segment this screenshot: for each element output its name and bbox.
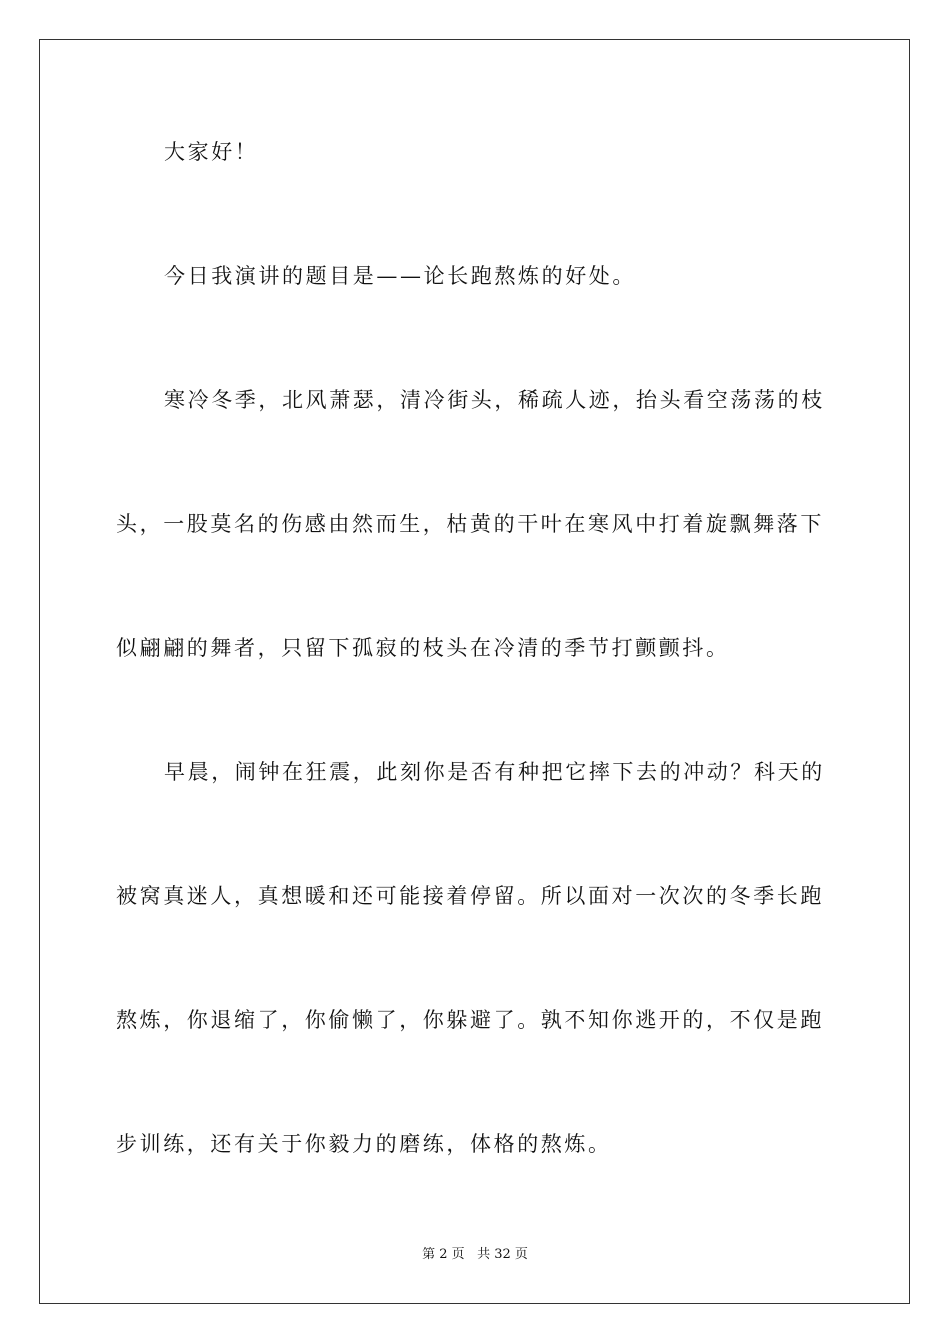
paragraph-2-line-1: 早晨，闹钟在狂震，此刻你是否有种把它摔下去的冲动？科天的 xyxy=(164,760,825,784)
page-total: 共 32 页 xyxy=(477,1247,528,1262)
paragraph-1-line-3: 似翩翩的舞者，只留下孤寂的枝头在冷清的季节打颤颤抖。 xyxy=(116,636,730,660)
paragraph-2-line-2: 被窝真迷人，真想暖和还可能接着停留。所以面对一次次的冬季长跑 xyxy=(116,884,824,908)
paragraph-1-line-1: 寒冷冬季，北风萧瑟，清冷街头，稀疏人迹，抬头看空荡荡的枝 xyxy=(164,388,825,412)
paragraph-2-line-4: 步训练，还有关于你毅力的磨练，体格的熬炼。 xyxy=(116,1132,612,1156)
page-footer xyxy=(0,1246,950,1264)
paragraph-2-line-3: 熬炼，你退缩了，你偷懒了，你躲避了。孰不知你逃开的，不仅是跑 xyxy=(116,1008,824,1032)
page-number: 第 2 页 xyxy=(422,1247,465,1262)
greeting-line: 大家好！ xyxy=(164,140,259,164)
page-border xyxy=(39,39,910,1304)
topic-line: 今日我演讲的题目是——论长跑熬炼的好处。 xyxy=(164,264,636,288)
paragraph-1-line-2: 头，一股莫名的伤感由然而生，枯黄的干叶在寒风中打着旋飘舞落下 xyxy=(116,512,824,536)
